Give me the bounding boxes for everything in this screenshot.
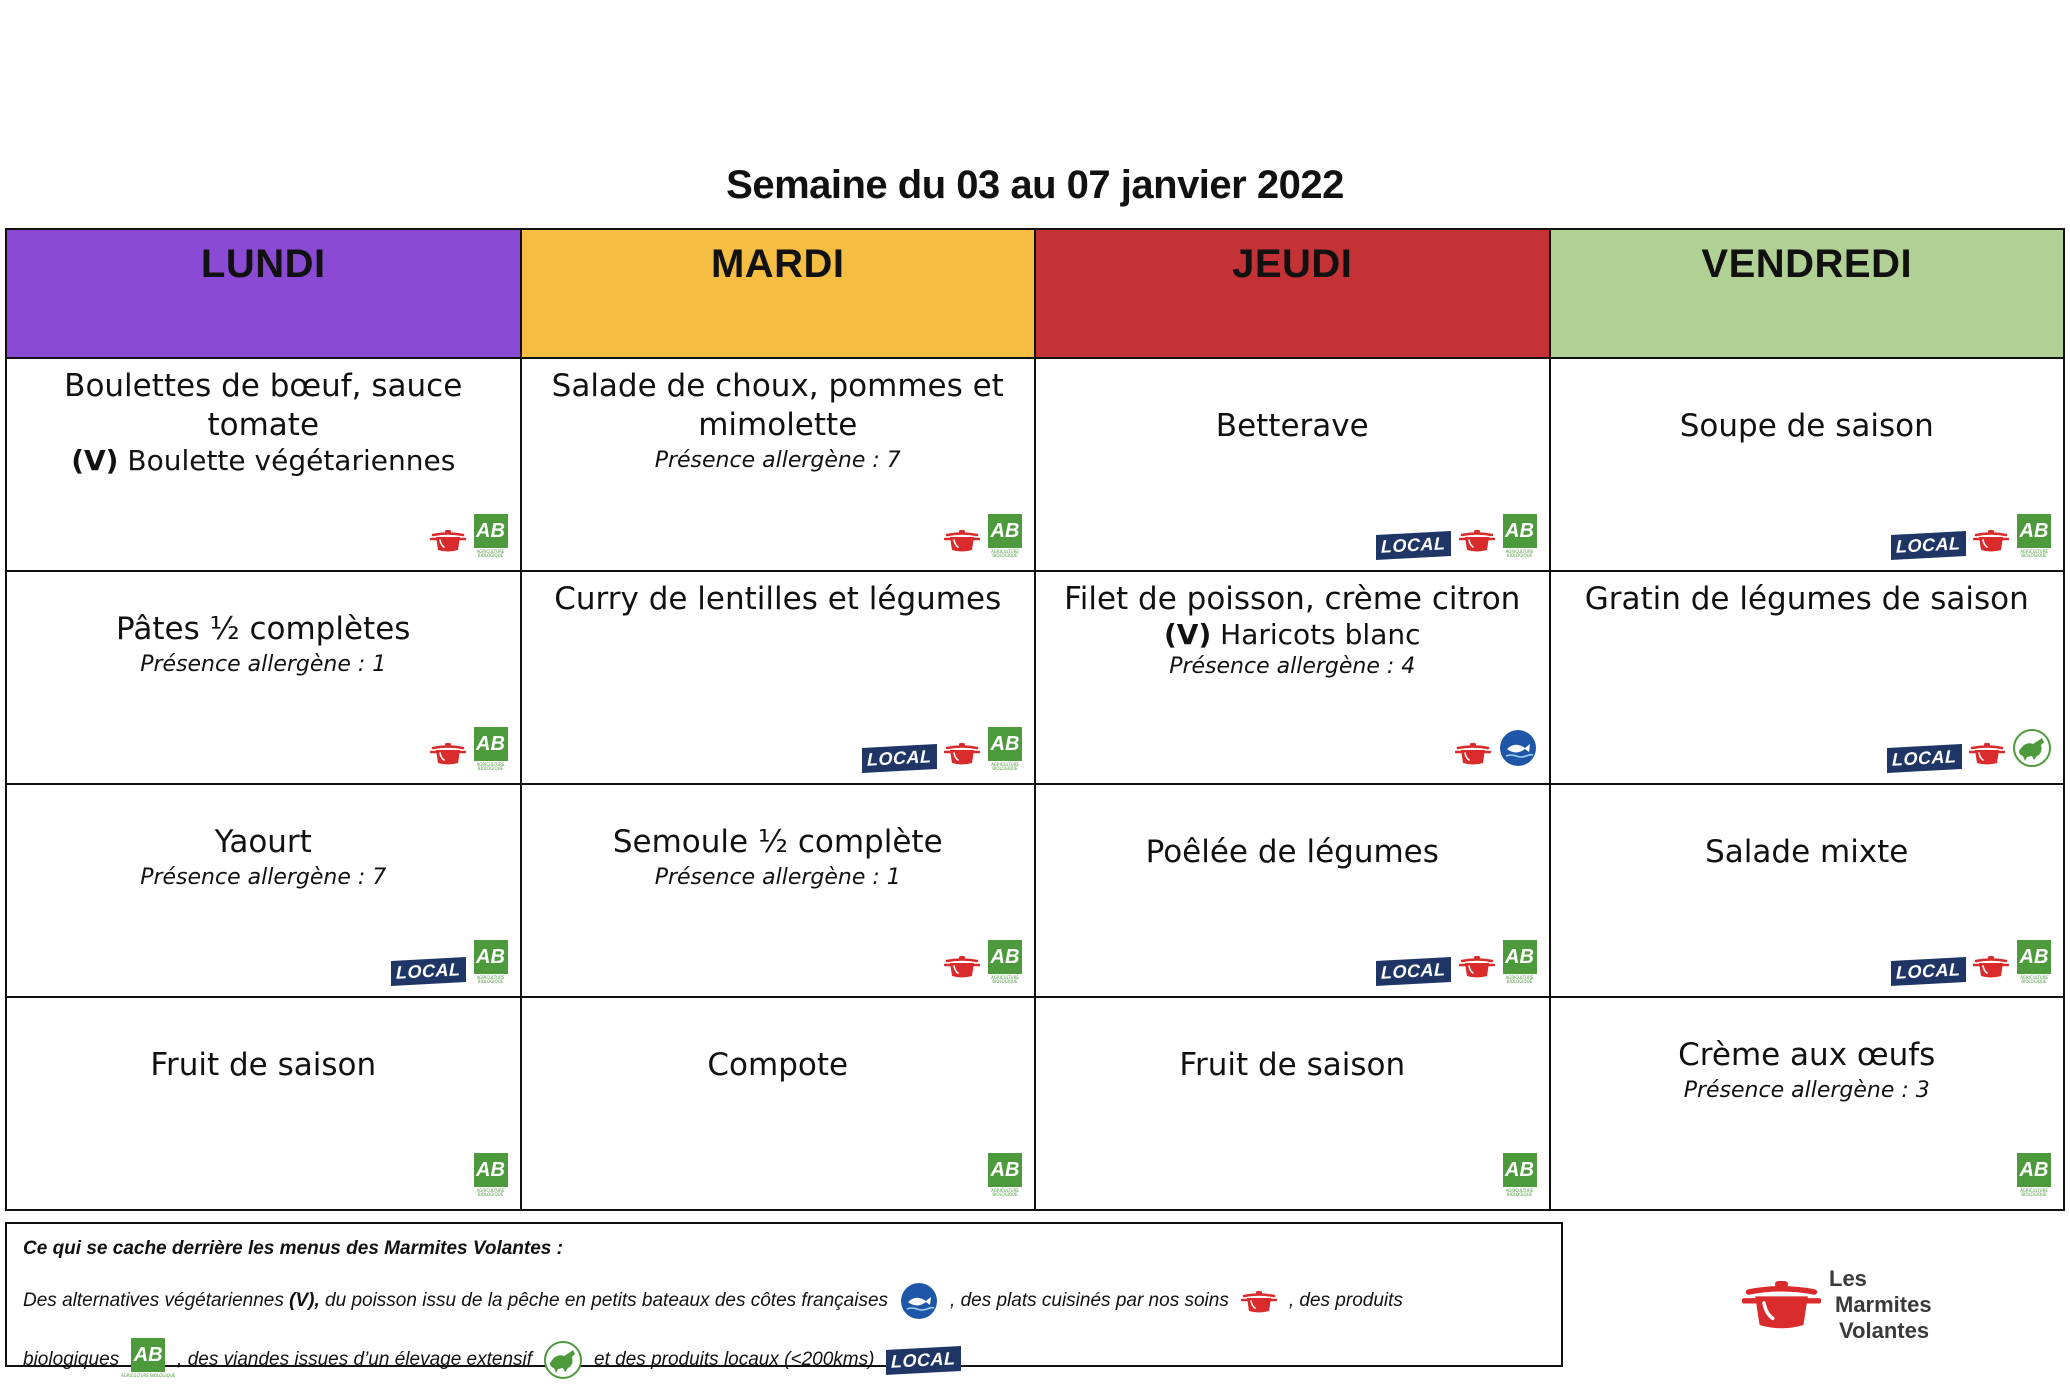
dish-name: Compote	[707, 1047, 849, 1083]
menu-cell	[521, 784, 1036, 997]
local-icon	[1376, 959, 1451, 984]
local-icon	[1891, 533, 1966, 558]
marmite-icon	[430, 526, 466, 558]
local-icon	[1891, 959, 1966, 984]
ab-label: AB	[1505, 1158, 1534, 1181]
ab-icon	[988, 1153, 1022, 1197]
marmite-icon	[944, 952, 980, 984]
legend-text: et des produits locaux (<200kms)	[594, 1349, 875, 1370]
label-icons	[391, 940, 508, 984]
label-icons	[2017, 1153, 2051, 1197]
ab-caption: AGRICULTURE BIOLOGIQUE	[121, 1373, 176, 1378]
brand-logo	[1742, 1250, 1982, 1360]
label-icons	[988, 1153, 1022, 1197]
label-icons	[1455, 729, 1537, 771]
local-label: LOCAL	[886, 1346, 961, 1375]
ab-caption: AGRICULTURE BIOLOGIQUE	[476, 762, 505, 771]
local-label: LOCAL	[1376, 957, 1451, 986]
dish-name: Soupe de saison	[1679, 408, 1934, 444]
page-title: Semaine du 03 au 07 janvier 2022	[726, 163, 1344, 207]
label-icons	[1376, 940, 1537, 984]
ab-caption: AGRICULTURE BIOLOGIQUE	[476, 975, 505, 984]
brand-line: Les	[1829, 1266, 1867, 1291]
menu-cell	[6, 997, 521, 1210]
brand-name	[1829, 1266, 1932, 1344]
allergen-note: Présence allergène : 7	[140, 865, 387, 890]
ab-icon	[1503, 514, 1537, 558]
menu-cell	[6, 358, 521, 571]
label-icons	[474, 1153, 508, 1197]
local-icon	[1887, 746, 1962, 771]
ab-caption: AGRICULTURE BIOLOGIQUE	[991, 549, 1019, 558]
dish-name: Fruit de saison	[1179, 1047, 1406, 1083]
label-icons	[1891, 940, 2052, 984]
ab-label: AB	[990, 519, 1020, 542]
ab-icon	[474, 940, 508, 984]
fish-icon	[900, 1282, 938, 1320]
label-icons	[862, 727, 1023, 771]
menu-cell	[521, 358, 1036, 571]
menu-row	[6, 997, 2064, 1210]
legend-text: , des plats cuisinés par nos soins	[950, 1290, 1229, 1311]
menu-row	[6, 571, 2064, 784]
menu-cell	[1035, 571, 1550, 784]
marmite-icon	[1459, 526, 1495, 558]
day-header: VENDREDI	[1550, 229, 2065, 358]
legend-text: Des alternatives végétariennes	[23, 1290, 290, 1311]
marmite-logo-icon	[1742, 1272, 1821, 1338]
local-icon	[1376, 533, 1451, 558]
local-icon	[862, 746, 937, 771]
veg-dish: Haricots blanc	[1211, 618, 1421, 651]
ab-label: AB	[476, 1158, 505, 1181]
marmite-icon	[1241, 1287, 1277, 1315]
legend-line	[23, 1338, 1545, 1382]
legend-text: , des produits	[1288, 1290, 1403, 1311]
local-icon	[886, 1348, 961, 1373]
dish-name: Fruit de saison	[150, 1047, 377, 1083]
dish-name: Poêlée de légumes	[1145, 834, 1439, 870]
ab-icon	[1503, 1153, 1537, 1197]
brand-line: Volantes	[1839, 1318, 1930, 1343]
brand-line: Marmites	[1835, 1292, 1932, 1317]
ab-icon	[474, 1153, 508, 1197]
dish-name: Pâtes ½ complètes	[116, 611, 411, 647]
ab-label: AB	[1505, 519, 1534, 542]
dish-name: Semoule ½ complète	[612, 824, 943, 860]
ab-label: AB	[476, 732, 505, 755]
ab-label: AB	[990, 945, 1020, 968]
allergen-note: Présence allergène : 1	[654, 865, 901, 890]
veg-dish: Boulette végétariennes	[118, 444, 456, 477]
local-label: LOCAL	[862, 744, 937, 773]
marmite-icon	[944, 526, 980, 558]
ab-label: AB	[2019, 519, 2049, 542]
ab-icon	[1503, 940, 1537, 984]
ab-label: AB	[1505, 945, 1534, 968]
menu-cell	[6, 571, 521, 784]
local-label: LOCAL	[1891, 531, 1966, 560]
ab-caption: AGRICULTURE BIOLOGIQUE	[991, 975, 1019, 984]
dish-name: Yaourt	[214, 824, 312, 860]
marmite-icon	[1973, 952, 2009, 984]
marmite-icon	[1459, 952, 1495, 984]
vegetarian-alternative	[1050, 619, 1535, 651]
local-label: LOCAL	[391, 957, 466, 986]
menu-cell	[1035, 997, 1550, 1210]
ab-icon	[474, 727, 508, 771]
legend-text: du poisson issu de la pêche en petits bateaux des côtes françaises	[319, 1290, 889, 1311]
ab-caption: AGRICULTURE BIOLOGIQUE	[2020, 975, 2048, 984]
day-header: MARDI	[521, 229, 1036, 358]
menu-row	[6, 784, 2064, 997]
dish-name: Curry de lentilles et légumes	[554, 581, 1002, 617]
day-header: JEUDI	[1035, 229, 1550, 358]
marmite-icon	[1973, 526, 2009, 558]
label-icons	[430, 514, 508, 558]
label-icons	[1503, 1153, 1537, 1197]
menu-cell	[1035, 358, 1550, 571]
menu-cell	[1550, 997, 2065, 1210]
dish-name: Salade de choux, pommes et mimolette	[551, 368, 1004, 443]
menu-cell	[1550, 358, 2065, 571]
ab-caption: AGRICULTURE BIOLOGIQUE	[1505, 975, 1534, 984]
legend-box	[5, 1222, 1563, 1378]
ab-caption: AGRICULTURE BIOLOGIQUE	[476, 1188, 505, 1197]
menu-row	[6, 358, 2064, 571]
dish-name: Crème aux œufs	[1678, 1037, 1936, 1073]
day-header-row	[6, 229, 2064, 358]
ab-label: AB	[2019, 1158, 2049, 1181]
legend-veg-marker: (V),	[289, 1290, 320, 1311]
ab-icon	[2017, 940, 2051, 984]
ab-icon	[988, 514, 1022, 558]
local-icon	[391, 959, 466, 984]
ab-icon	[474, 514, 508, 558]
ab-caption: AGRICULTURE BIOLOGIQUE	[1505, 549, 1534, 558]
label-icons	[1376, 514, 1537, 558]
day-header: LUNDI	[6, 229, 521, 358]
fish-icon	[1499, 729, 1537, 771]
ab-label: AB	[476, 945, 505, 968]
ab-label: AB	[476, 519, 505, 542]
legend-line	[23, 1282, 1545, 1320]
label-icons	[1891, 514, 2052, 558]
label-icons	[944, 514, 1022, 558]
local-label: LOCAL	[1887, 744, 1962, 773]
ab-caption: AGRICULTURE BIOLOGIQUE	[1505, 1188, 1534, 1197]
allergen-note: Présence allergène : 3	[1683, 1078, 1930, 1103]
ab-icon	[988, 940, 1022, 984]
ab-label: AB	[133, 1343, 163, 1366]
menu-cell	[521, 997, 1036, 1210]
legend-intro: Ce qui se cache derrière les menus des Marmites Volantes :	[23, 1238, 563, 1259]
menu-table	[5, 228, 2065, 1211]
allergen-note: Présence allergène : 4	[1169, 654, 1416, 679]
menu-cell	[1550, 571, 2065, 784]
veg-marker: (V)	[71, 444, 119, 477]
ab-icon	[2017, 514, 2051, 558]
label-icons	[944, 940, 1022, 984]
ab-icon	[2017, 1153, 2051, 1197]
allergen-note: Présence allergène : 1	[140, 652, 387, 677]
marmite-icon	[1455, 739, 1491, 771]
menu-cell	[1035, 784, 1550, 997]
dish-name: Gratin de légumes de saison	[1584, 581, 2029, 617]
ab-label: AB	[2019, 945, 2049, 968]
marmite-icon	[1969, 739, 2005, 771]
menu-cell	[6, 784, 521, 997]
ab-caption: AGRICULTURE BIOLOGIQUE	[991, 762, 1019, 771]
ab-caption: AGRICULTURE BIOLOGIQUE	[2020, 549, 2048, 558]
marmite-icon	[944, 739, 980, 771]
ab-label: AB	[990, 1158, 1020, 1181]
label-icons	[1887, 729, 2052, 771]
extensive-farming-icon	[2013, 729, 2051, 771]
ab-caption: AGRICULTURE BIOLOGIQUE	[476, 549, 505, 558]
veg-marker: (V)	[1163, 618, 1212, 651]
local-label: LOCAL	[1376, 531, 1451, 560]
legend-text: , des viandes issues d’un élevage extensif	[177, 1349, 533, 1370]
legend-text: biologiques	[23, 1349, 120, 1370]
dish-name: Boulettes de bœuf, sauce tomate	[64, 368, 463, 443]
menu-cell	[1550, 784, 2065, 997]
allergen-note: Présence allergène : 7	[654, 448, 901, 473]
menu-cell	[521, 571, 1036, 784]
extensive-farming-icon	[544, 1341, 582, 1379]
dish-name: Filet de poisson, crème citron	[1064, 581, 1521, 617]
vegetarian-alternative	[21, 445, 506, 477]
dish-name: Salade mixte	[1705, 834, 1909, 870]
ab-icon	[121, 1338, 176, 1382]
dish-name: Betterave	[1215, 408, 1369, 444]
ab-caption: AGRICULTURE BIOLOGIQUE	[991, 1188, 1019, 1197]
label-icons	[430, 727, 508, 771]
ab-icon	[988, 727, 1022, 771]
local-label: LOCAL	[1891, 957, 1966, 986]
marmite-icon	[430, 739, 466, 771]
ab-label: AB	[990, 732, 1020, 755]
ab-caption: AGRICULTURE BIOLOGIQUE	[2020, 1188, 2048, 1197]
